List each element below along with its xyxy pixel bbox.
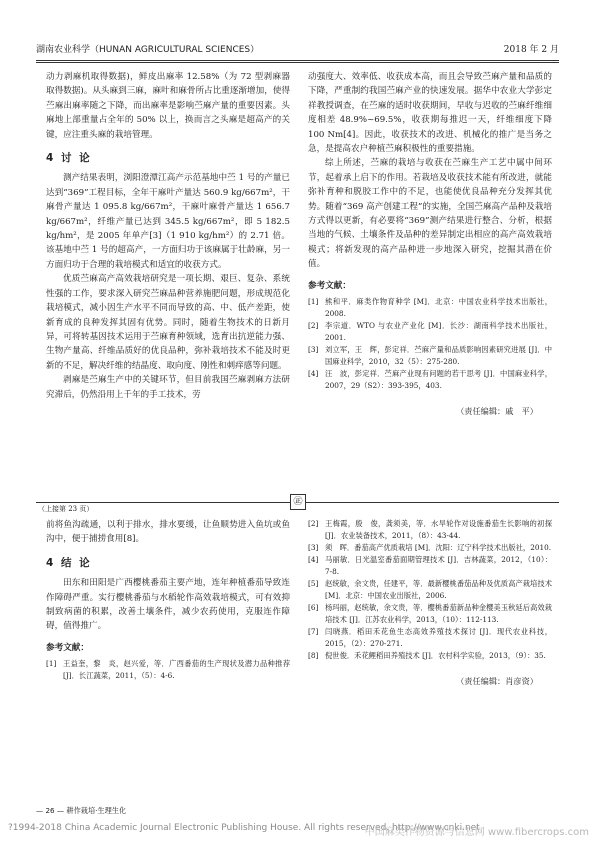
running-header [36,42,559,56]
bottom-left-column [46,518,290,682]
copyright-line: ?1994-2018 China Academic Journal Electronic Publishing House. All rights reserved. http://www.cnki.net [8,823,480,833]
body-paragraph: 动强度大、效率低、收获成本高，而且会导致苎麻产量和品质的下降，严重制约我国苎麻产业的快速发展。据华中农业大学彭定祥教授调查，在苎麻的适时收获期间，早收与迟收的苎麻纤维细度相差 48.9%~69.5%，收获期每推迟一天，纤维细度下降 100 Nm[4]。因此，收获技术的改进、机械化的推广是当务之急，是提高农户种植苎麻积极性的重要措施。 [308,72,552,155]
reference-item: [6] 杨玛丽，赵统敏，余文贵，等．樱桃番茄新品种金樱美玉秋延后高效栽培技术 [J]．江苏农业科学，2013，（10）：112-113. [308,603,552,624]
reference-item: [1] 王益奎，黎 炎，赵兴爱，等．广西番茄的生产现状及潜力品种推荐 [J]．长江蔬菜，2011，（5）：4-6. [46,659,290,681]
responsible-editor: （责任编辑：肖彦资） [456,676,538,686]
reference-item: [5] 赵统敏，余文贵，任建平，等．最新樱桃番茄品种及优质高产栽培技术 [M]．北京：中国农业出版社，2006. [308,579,552,600]
header-rule [36,60,559,61]
end-mark-icon: ㊣ [290,494,306,510]
reference-item: [1] 熊和平．麻类作物育种学 [M]．北京：中国农业科学技术出版社，2008. [308,297,552,319]
body-paragraph: 综上所述，苎麻的栽培与收获在苎麻生产工艺中属中间环节，起着承上启下的作用。若栽培及收获技术能有所改进，就能弥补育种和脱胶工作中的不足，也能使优良品种充分发挥其优势。随着“369 高产创建工程”的实施，全国苎麻高产品种及栽培方式得以更新，有必要将“369”测产结果进行整合、分析，根据当地的气候、土壤条件及品种的差异制定出相应的高产高效栽培模式；将新发现的高产品种进一步地深入研究，挖掘其潜在价值。 [308,158,552,270]
reference-item: [4] 马丽敏．日光温室番茄面期管理技术 [J]．吉林蔬菜，2012，（10）：7-8. [308,555,552,576]
references-heading: 参考文献： [308,280,351,291]
top-right-column [308,70,552,419]
continued-from-label: （上接第 23 页） [38,505,94,513]
page-footer: — 26 — 耕作栽培·生理生化 [36,806,127,815]
header-rule-thin [36,62,559,63]
body-paragraph: 测产结果表明，浏阳澄潭江高产示范基地中苎 1 号的产量已达到“369”工程目标，全年干麻叶产量达 560.9 kg/667m²，干麻骨产量达 1 095.8 kg/667m²，干麻叶麻骨产量达 1 656.7 kg/667m²，纤维产量已达到 345.5 kg/667m²，即 5 182.5 kg/hm²，是 2005 年单产[3]（1 910 kg/hm²）的 2.71 倍。该基地中苎 1 号的超高产，一方面归功于该麻属于壮龄麻，另一方面归功于合理的栽培模式和适宜的收获方式。 [46,173,290,270]
reference-item: [2] 王梅霞，殷 俊，龚须美，等．水旱轮作对设施番茄生长影响的初探 [J]．农业装备技术，2011，（8）：43-44. [308,519,552,540]
bottom-right-column [308,518,552,688]
responsible-editor: （责任编辑：戚 平） [456,406,538,417]
reference-item: [4] 汪 波，彭定祥．苎麻产业现有问题的若干思考 [J]．中国麻业科学，2007，29（S2）：393-395，403. [308,369,552,391]
journal-title: 湖南农业科学（HUNAN AGRICULTURAL SCIENCES） [36,45,260,55]
reference-item: [8] 倪世俊．禾花鲤稻田养殖技术 [J]．农村科学实验，2013，（9）：35. [308,651,546,660]
body-paragraph: 剥麻是苎麻生产中的关键环节，但目前我国苎麻剥麻方法研究滞后，仍然沿用上千年的手工技术，劳 [46,375,290,400]
body-paragraph: 优质苎麻高产高效栽培研究是一项长期、艰巨、复杂、系统性强的工作，要求深入研究苎麻品种营养施肥问题，形成规范化栽培模式，减小因生产水平不同而导致的高、中、低产差距，使新育成的良种发挥其固有优势。同时，随着生物技术的日新月异，可将转基因技术运用于苎麻育种领域，选育出抗逆能力强、生物产量高、纤维品质好的优良品种，弥补栽培技术不能及时更新的不足，解决纤维的结晶度、取向度、刚性和刺痒感等问题。 [46,274,290,371]
issue-date: 2018 年 2 月 [503,45,559,55]
reference-item: [3] 须 晖．番茄高产优质栽培 [M]．沈阳：辽宁科学技术出版社，2010. [308,543,552,552]
reference-item: [3] 刘立军，王 辉，彭定祥．苎麻产量和品质影响因素研究进展 [J]．中国麻业科学，2010，32（5）：275-280. [308,345,552,367]
body-paragraph: 田东和田阳是广西樱桃番茄主要产地，连年种植番茄导致连作障碍严重。实行樱桃番茄与水稻轮作高效栽培模式，可有效抑制致病菌的积累，改善土壤条件，减少农药使用，克服连作障碍，值得推广。 [46,578,290,632]
reference-item: [7] 闫晓燕．稻田禾花鱼生态高效养殖技术探讨 [J]．现代农业科技，2015，（2）：270-271. [308,627,552,648]
section-heading-conclusion: 4 结 论 [46,556,92,569]
top-left-column [46,70,290,402]
references-heading: 参考文献： [46,642,89,653]
section-heading-discussion: 4 讨 论 [46,152,92,165]
site-watermark: 中国麻类作物资源与信息网 www.fibercrops.com [364,827,589,838]
body-paragraph: 前将鱼沟疏通，以利于排水，排水要缓，让鱼顺势进入鱼坑或鱼沟中，便于捕捞食用[8]。 [46,520,290,545]
reference-item: [2] 李宗道．WTO 与农业产业化 [M]．长沙：湖南科学技术出版社，2001. [308,321,552,343]
intro-paragraph: 动力剥麻机取得数据)，鲜皮出麻率 12.58%（为 72 型剥麻器取得数据)。从头麻到三麻，麻叶和麻骨所占比重逐渐增加，使得苎麻出麻率随之下降，而出麻率是影响苎麻产量的重要因素。头麻地上部重量占全年的 50% 以上，换而言之头麻是超高产的关键，应注重头麻的栽培管理。 [46,72,290,140]
